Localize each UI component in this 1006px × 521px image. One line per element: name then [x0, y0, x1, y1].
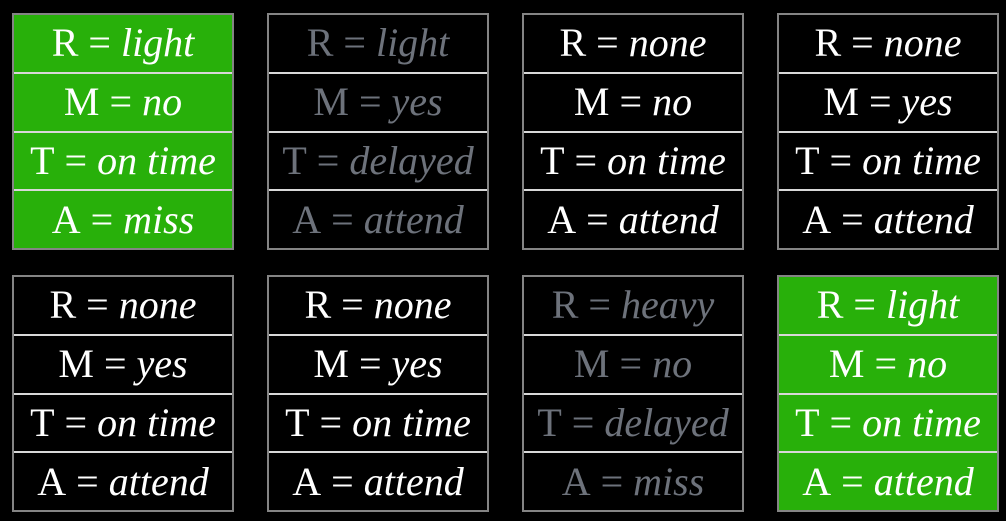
variable-letter: A [547, 196, 577, 242]
variable-value: yes [391, 79, 443, 125]
variable-value: none [118, 282, 197, 328]
assignment-row [269, 131, 487, 190]
sample-card-4 [777, 13, 999, 250]
sample-card-3 [522, 13, 744, 250]
equals-sign: = [571, 399, 595, 445]
variable-value: yes [391, 341, 443, 387]
variable-value: light [120, 20, 195, 66]
variable-value: no [652, 79, 693, 125]
variable-value: attend [873, 196, 974, 242]
assignment-row [524, 131, 742, 190]
variable-value: yes [901, 79, 953, 125]
variable-letter: A [37, 458, 67, 504]
variable-letter: R [51, 20, 79, 66]
equals-sign: = [874, 341, 898, 387]
variable-value: light [885, 282, 960, 328]
assignment-row [779, 72, 997, 131]
assignment-row [779, 131, 997, 190]
variable-letter: A [292, 196, 322, 242]
variable-value: light [375, 20, 450, 66]
assignment-row [269, 189, 487, 248]
assignment-row [14, 131, 232, 190]
variable-letter: T [537, 399, 562, 445]
variable-letter: M [63, 79, 100, 125]
variable-value: attend [363, 458, 464, 504]
variable-letter: R [816, 282, 844, 328]
sample-card-2 [267, 13, 489, 250]
variable-letter: M [313, 79, 349, 125]
variable-letter: T [282, 137, 307, 183]
variable-letter: T [30, 137, 55, 183]
equals-sign: = [343, 20, 366, 66]
variable-value: on time [97, 137, 216, 183]
variable-letter: M [823, 79, 859, 125]
equals-sign: = [331, 196, 354, 242]
variable-letter: A [292, 458, 322, 504]
variable-letter: R [551, 282, 579, 328]
variable-letter: M [573, 341, 610, 387]
assignment-row [14, 334, 232, 393]
variable-letter: R [306, 20, 334, 66]
variable-letter: R [304, 282, 332, 328]
equals-sign: = [588, 282, 611, 328]
equals-sign: = [88, 20, 111, 66]
sample-card-7 [522, 275, 744, 512]
variable-value: on time [862, 137, 981, 183]
variable-value: no [142, 79, 183, 125]
equals-sign: = [64, 137, 88, 183]
equals-sign: = [341, 282, 364, 328]
sample-card-1 [12, 13, 234, 250]
equals-sign: = [358, 79, 382, 125]
assignment-row [14, 72, 232, 131]
assignment-row [524, 334, 742, 393]
assignment-row [269, 393, 487, 452]
equals-sign: = [86, 282, 109, 328]
assignment-row [269, 15, 487, 72]
variable-value: miss [123, 196, 195, 242]
equals-sign: = [619, 341, 643, 387]
variable-letter: T [795, 399, 820, 445]
variable-letter: M [828, 341, 865, 387]
assignment-row [524, 451, 742, 510]
variable-letter: R [559, 20, 587, 66]
variable-letter: R [49, 282, 77, 328]
variable-value: delayed [349, 137, 474, 183]
assignment-row [14, 15, 232, 72]
equals-sign: = [358, 341, 382, 387]
variable-letter: A [802, 196, 832, 242]
assignment-row [779, 334, 997, 393]
assignment-row [14, 189, 232, 248]
equals-sign: = [841, 458, 864, 504]
equals-sign: = [596, 20, 619, 66]
variable-letter: R [814, 20, 842, 66]
variable-value: none [373, 282, 452, 328]
variable-value: on time [862, 399, 981, 445]
variable-value: none [883, 20, 962, 66]
variable-value: attend [108, 458, 209, 504]
variable-letter: T [30, 399, 55, 445]
assignment-row [269, 277, 487, 334]
equals-sign: = [853, 282, 876, 328]
equals-sign: = [109, 79, 133, 125]
variable-letter: M [573, 79, 610, 125]
equals-sign: = [586, 196, 609, 242]
assignment-row [779, 277, 997, 334]
equals-sign: = [574, 137, 598, 183]
equals-sign: = [868, 79, 892, 125]
equals-sign: = [76, 458, 99, 504]
assignment-row [14, 277, 232, 334]
assignment-row [269, 334, 487, 393]
assignment-row [14, 451, 232, 510]
equals-sign: = [64, 399, 88, 445]
assignment-row [524, 72, 742, 131]
equals-sign: = [90, 196, 114, 242]
equals-sign: = [619, 79, 643, 125]
assignment-row [524, 277, 742, 334]
variable-letter: A [51, 196, 81, 242]
equals-sign: = [319, 399, 343, 445]
equals-sign: = [103, 341, 127, 387]
equals-sign: = [316, 137, 340, 183]
variable-value: yes [136, 341, 188, 387]
assignment-row [779, 393, 997, 452]
variable-letter: A [561, 458, 591, 504]
variable-value: miss [633, 458, 705, 504]
assignment-row [779, 15, 997, 72]
equals-sign: = [331, 458, 354, 504]
variable-value: on time [97, 399, 216, 445]
variable-letter: T [795, 137, 820, 183]
variable-value: delayed [604, 399, 729, 445]
sample-card-6 [267, 275, 489, 512]
equals-sign: = [829, 137, 853, 183]
variable-letter: A [802, 458, 832, 504]
variable-value: none [628, 20, 707, 66]
assignment-row [269, 451, 487, 510]
variable-letter: T [540, 137, 565, 183]
variable-value: on time [352, 399, 471, 445]
variable-value: attend [873, 458, 974, 504]
assignment-row [524, 15, 742, 72]
variable-letter: T [285, 399, 310, 445]
equals-sign: = [600, 458, 624, 504]
assignment-row [269, 72, 487, 131]
variable-letter: M [313, 341, 349, 387]
variable-value: no [907, 341, 948, 387]
assignment-row [779, 189, 997, 248]
sample-card-5 [12, 275, 234, 512]
equals-sign: = [829, 399, 853, 445]
variable-value: on time [607, 137, 726, 183]
variable-value: attend [363, 196, 464, 242]
variable-letter: M [58, 341, 94, 387]
assignment-row [779, 451, 997, 510]
variable-value: no [652, 341, 693, 387]
sample-card-8 [777, 275, 999, 512]
assignment-row [524, 189, 742, 248]
equals-sign: = [851, 20, 874, 66]
variable-value: heavy [620, 282, 715, 328]
equals-sign: = [841, 196, 864, 242]
assignment-row [14, 393, 232, 452]
variable-value: attend [618, 196, 719, 242]
assignment-row [524, 393, 742, 452]
